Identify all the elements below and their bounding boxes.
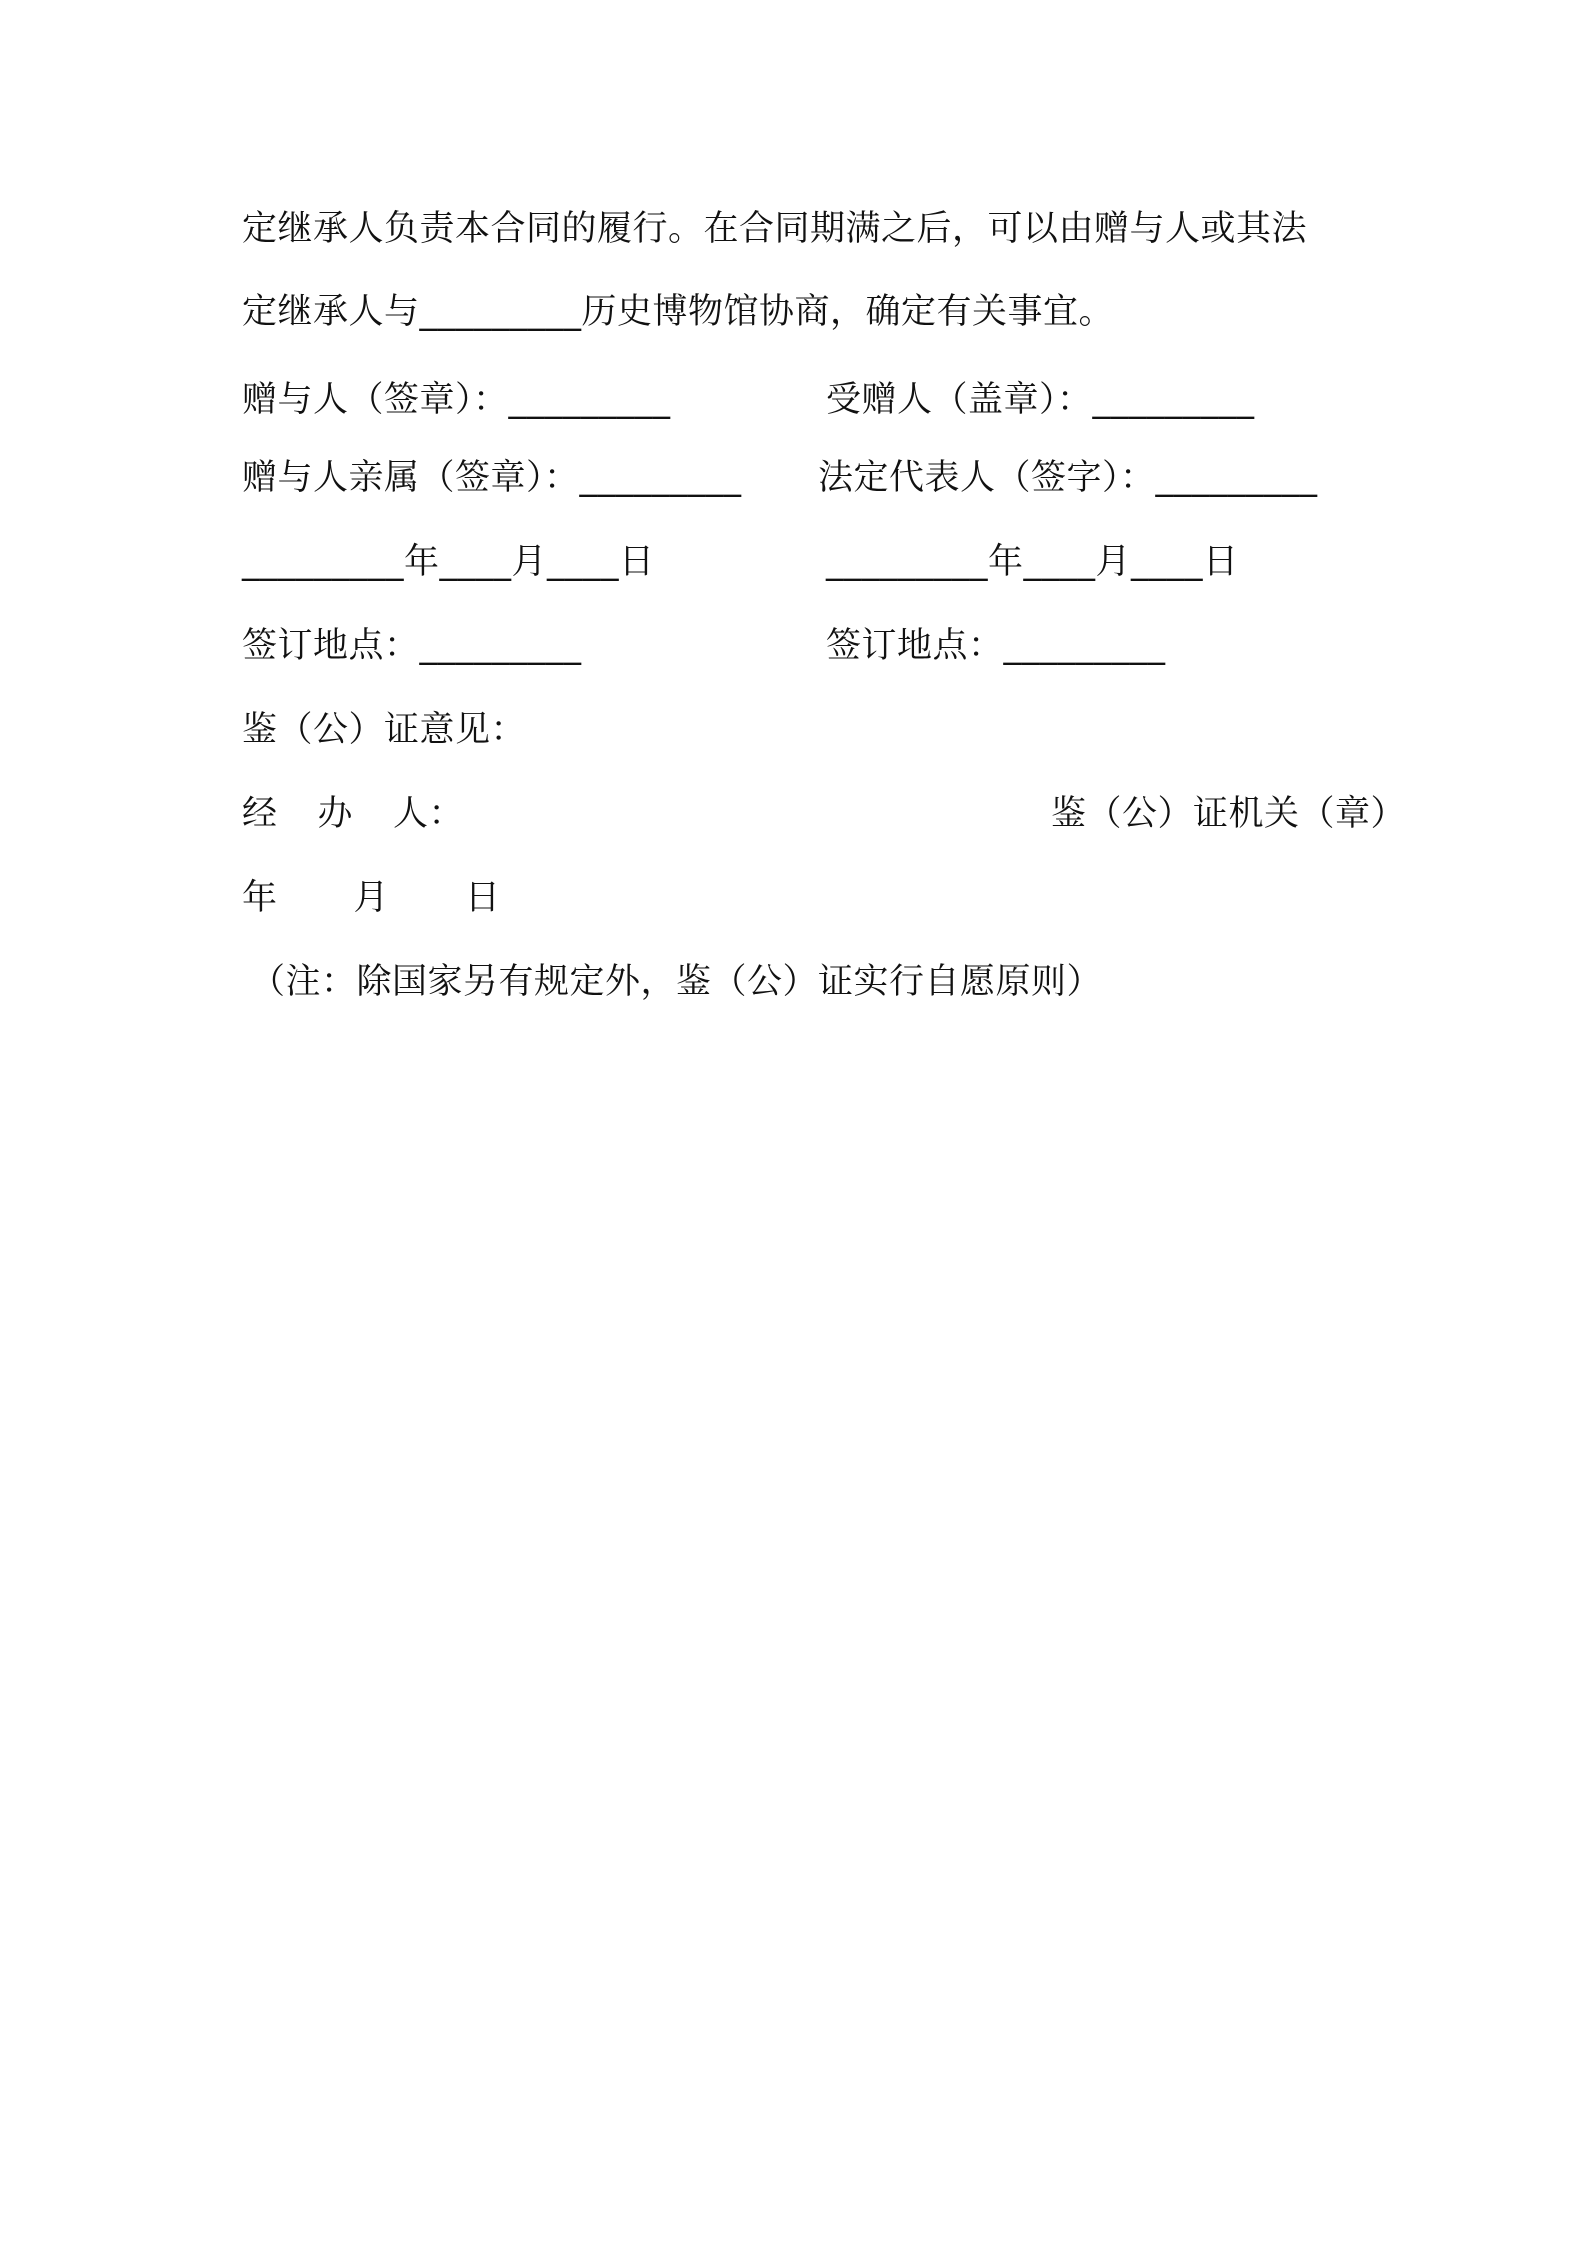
donee-sign-date: _________年____月____日: [826, 542, 1239, 582]
notary-date-month: 月: [353, 878, 390, 918]
notary-date-day: 日: [465, 878, 501, 918]
donor-sign-place: 签订地点：_________: [242, 626, 582, 666]
donor-signature: 赠与人（签章）：_________: [242, 380, 671, 420]
legal-representative-signature: 法定代表人（签字）：_________: [818, 458, 1318, 498]
donor-sign-date: _________年____月____日: [242, 542, 655, 582]
paragraph-line-1: 定继承人负责本合同的履行。在合同期满之后，可以由赠与人或其法: [242, 209, 1308, 249]
handler-char-2: 办: [317, 794, 354, 834]
notary-date-year: 年: [242, 878, 278, 918]
notary-note: （注：除国家另有规定外，鉴（公）证实行自愿原则）: [250, 962, 1103, 1002]
donor-relative-signature: 赠与人亲属（签章）：_________: [242, 458, 742, 498]
donee-seal: 受赠人（盖章）：_________: [826, 380, 1255, 420]
paragraph-line-2: 定继承人与_________历史博物馆协商，确定有关事宜。: [242, 292, 1115, 332]
handler-label: [242, 792, 464, 836]
notary-authority-seal: 鉴（公）证机关（章）: [1051, 794, 1407, 834]
notary-opinion-label: 鉴（公）证意见：: [242, 710, 527, 750]
notary-date: [242, 876, 501, 920]
donee-sign-place: 签订地点：_________: [826, 626, 1166, 666]
handler-char-1: 经: [242, 794, 278, 834]
handler-char-3: 人：: [393, 794, 465, 834]
